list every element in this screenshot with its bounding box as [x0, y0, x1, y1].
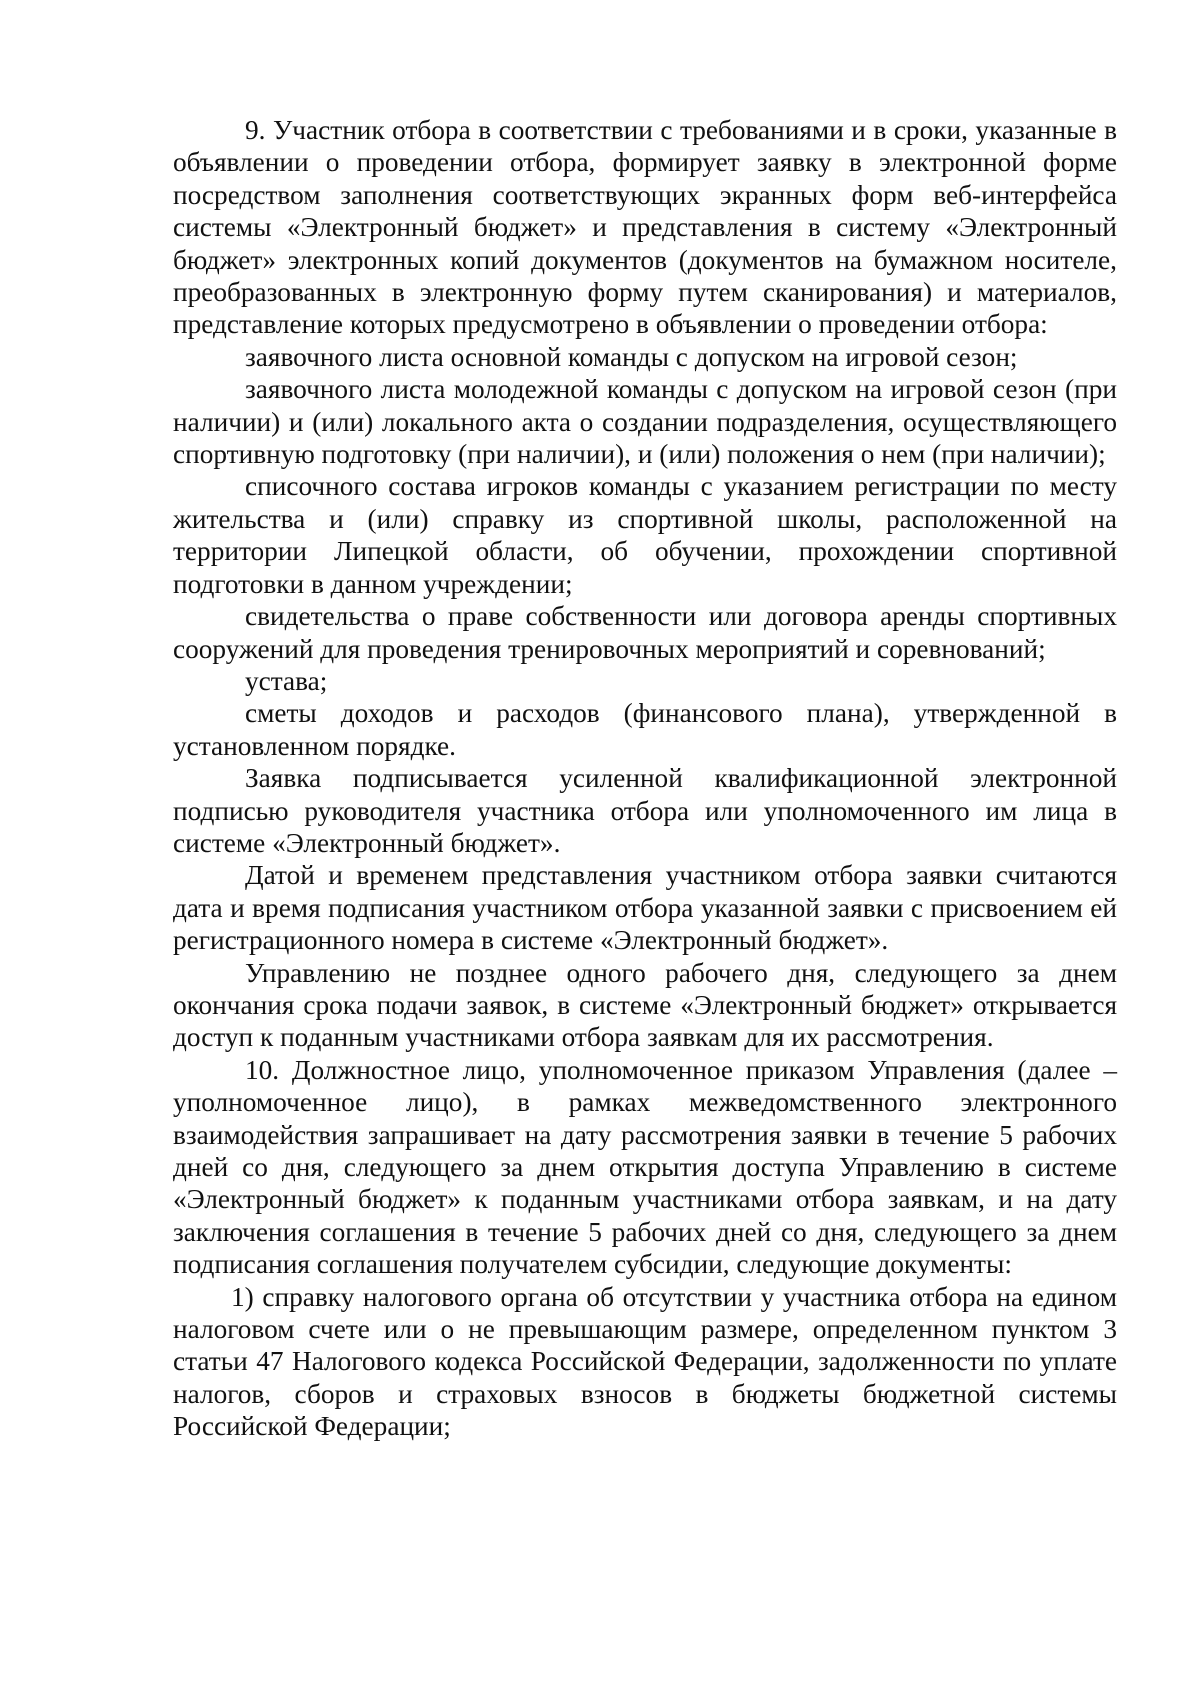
paragraph-charter: устава;: [245, 665, 328, 696]
paragraph-signature: Заявка подписывается усиленной квалификационной электронной подписью руководителя участника отбора или уполномоченного им лица в системе «Электронный бюджет».: [173, 763, 1117, 858]
paragraph-budget-estimate: сметы доходов и расходов (финансового плана), утвержденной в установленном порядке.: [173, 698, 1117, 761]
paragraph-10-intro: 10. Должностное лицо, уполномоченное приказом Управления (далее – уполномоченное лицо), в рамках межведомственного электронного взаимодействия запрашивает на дату рассмотрения заявки в течение 5 рабочих дней со дня, следующего за днем открытия доступа Управлению в системе «Электронный бюджет» к поданным участниками отбора заявкам, и на дату заключения соглашения в течение 5 рабочих дней со дня, следующего за днем подписания соглашения получателем субсидии, следующие документы:: [173, 1054, 1117, 1280]
paragraph-main-team-list: заявочного листа основной команды с допуском на игровой сезон;: [245, 341, 1018, 372]
paragraph-youth-team-list: заявочного листа молодежной команды с допуском на игровой сезон (при наличии) и (или) локального акта о создании подразделения, осуществляющего спортивную подготовку (при наличии), и (или) положения о нем (при наличии);: [173, 374, 1117, 470]
document-body: [173, 114, 1117, 1443]
paragraph-access-opening: Управлению не позднее одного рабочего дня, следующего за днем окончания срока подачи заявок, в системе «Электронный бюджет» открывается доступ к поданным участниками отбора заявкам для их рассмотрения.: [173, 957, 1117, 1053]
paragraph-property-certificate: свидетельства о праве собственности или договора аренды спортивных сооружений для проведения тренировочных мероприятий и соревнований;: [173, 601, 1117, 664]
paragraph-player-roster: списочного состава игроков команды с указанием регистрации по месту жительства и (или) справку из спортивной школы, расположенной на территории Липецкой области, об обучении, прохождении спортивной подготовки в данном учреждении;: [173, 471, 1117, 599]
paragraph-item-1-tax-certificate: 1) справку налогового органа об отсутствии у участника отбора на едином налоговом счете или о не превышающим размере, определенном пунктом 3 статьи 47 Налогового кодекса Российской Федерации, задолженности по уплате налогов, сборов и страховых взносов в бюджеты бюджетной системы Российской Федерации;: [173, 1281, 1117, 1442]
paragraph-9-intro: 9. Участник отбора в соответствии с требованиями и в сроки, указанные в объявлении о проведении отбора, формирует заявку в электронной форме посредством заполнения соответствующих экранных форм веб-интерфейса системы «Электронный бюджет» и представления в систему «Электронный бюджет» электронных копий документов (документов на бумажном носителе, преобразованных в электронную форму путем сканирования) и материалов, представление которых предусмотрено в объявлении о проведении отбора:: [173, 115, 1117, 340]
paragraph-submission-date: Датой и временем представления участником отбора заявки считаются дата и время подписания участником отбора указанной заявки с присвоением ей регистрационного номера в системе «Электронный бюджет».: [173, 860, 1117, 956]
